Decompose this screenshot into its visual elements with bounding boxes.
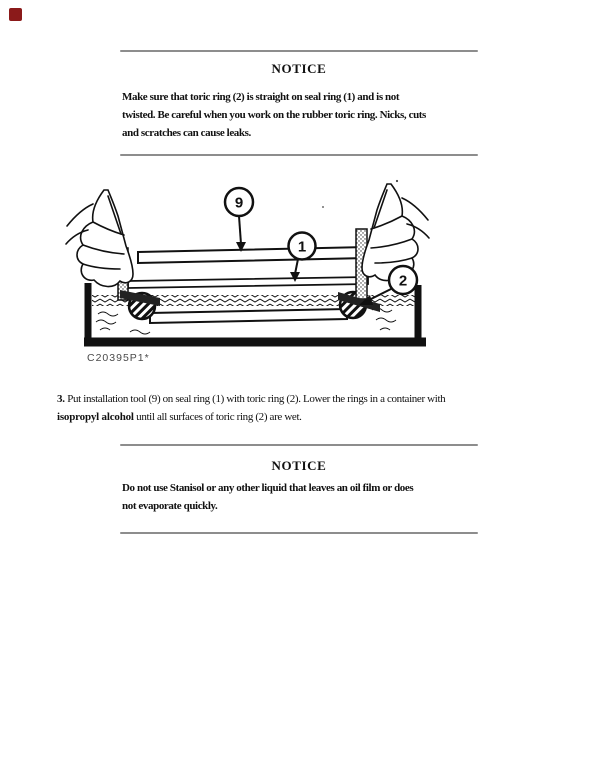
notice-line: Make sure that toric ring (2) is straight on seal ring (1) and is not (122, 91, 400, 103)
step-3-instruction (57, 390, 445, 426)
callout-installation-tool (225, 188, 253, 216)
divider-rule (120, 444, 478, 446)
divider-rule (120, 50, 478, 52)
step-number: 3. (57, 393, 65, 405)
notice-line: and scratches can cause leaks. (122, 127, 251, 139)
scan-speck (396, 180, 398, 182)
notice-body (122, 479, 413, 515)
notice-line: not evaporate quickly. (122, 500, 218, 512)
ring-lower-edge (150, 309, 347, 323)
bold-term: isopropyl alcohol (57, 411, 134, 423)
notice-heading: NOTICE (271, 61, 327, 76)
callout-toric-ring (389, 266, 417, 294)
callout-number: 9 (234, 194, 244, 212)
notice-line: Do not use Stanisol or any other liquid that leaves an oil film or does (122, 482, 414, 494)
callout-number: 2 (398, 272, 408, 290)
notice-line: twisted. Be careful when you work on the rubber toric ring. Nicks, cuts (122, 109, 426, 121)
step-line: 3. Put installation tool (9) on seal ring (1) with toric ring (2). Lower the rings in a container with (57, 393, 446, 405)
step-line: isopropyl alcohol until all surfaces of toric ring (2) are wet. (57, 411, 302, 423)
installation-tool-bar (138, 247, 367, 263)
callout-seal-ring (289, 233, 316, 260)
figure-caption: C20395P1* (87, 352, 150, 364)
scan-speck (322, 206, 324, 208)
notice-heading: NOTICE (271, 458, 327, 473)
right-hand (362, 184, 429, 281)
left-hand (66, 190, 133, 287)
callout-number: 1 (297, 238, 307, 256)
page-marker (9, 8, 22, 21)
notice-body (122, 88, 426, 142)
divider-rule (120, 154, 478, 156)
installation-tool-figure (60, 178, 435, 350)
seal-ring-bar (128, 277, 368, 288)
divider-rule (120, 532, 478, 534)
